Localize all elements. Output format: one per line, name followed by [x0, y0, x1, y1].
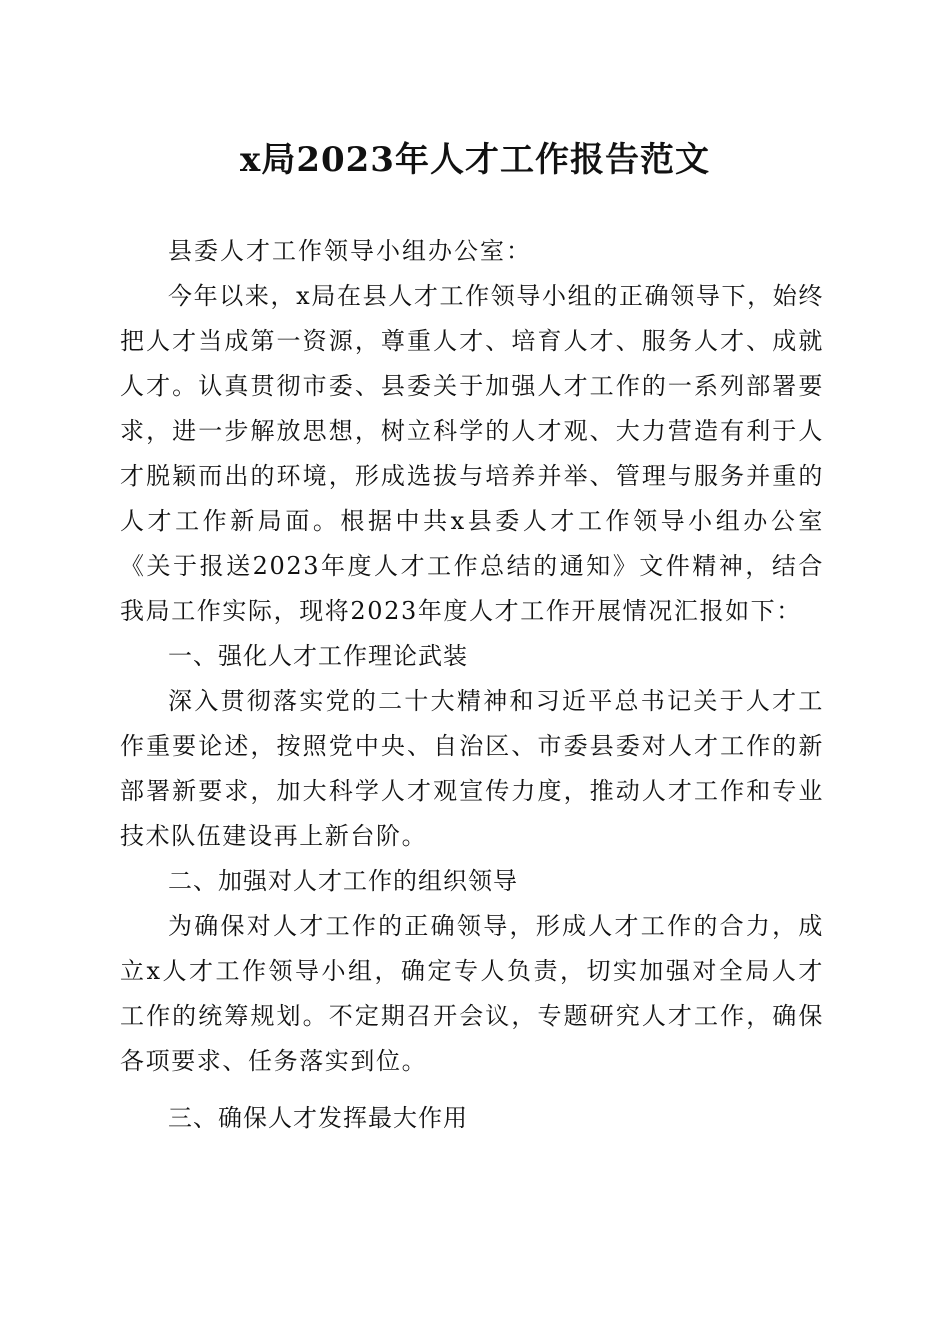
salutation: 县委人才工作领导小组办公室： [168, 237, 532, 265]
document-body [120, 229, 824, 1141]
section-heading-3: 三、确保人才发挥最大作用 [168, 1104, 468, 1132]
section-paragraph-1: 深入贯彻落实党的二十大精神和习近平总书记关于人才工作重要论述，按照党中央、自治区、市委县委对人才工作的新部署新要求，加大科学人才观宣传力度，推动人才工作和专业技术队伍建设再上新台阶。 [120, 687, 824, 850]
intro-paragraph: 今年以来，x局在县人才工作领导小组的正确领导下，始终把人才当成第一资源，尊重人才、培育人才、服务人才、成就人才。认真贯彻市委、县委关于加强人才工作的一系列部署要求，进一步解放思想，树立科学的人才观、大力营造有利于人才脱颖而出的环境，形成选拔与培养并举、管理与服务并重的人才工作新局面。根据中共x县委人才工作领导小组办公室《关于报送2023年度人才工作总结的通知》文件精神，结合我局工作实际，现将2023年度人才工作开展情况汇报如下： [120, 282, 824, 625]
section-paragraph-2: 为确保对人才工作的正确领导，形成人才工作的合力，成立x人才工作领导小组，确定专人负责，切实加强对全局人才工作的统筹规划。不定期召开会议，专题研究人才工作，确保各项要求、任务落实到位。 [120, 912, 824, 1075]
section-heading-1: 一、强化人才工作理论武装 [168, 642, 468, 670]
section-heading-2: 二、加强对人才工作的组织领导 [168, 867, 518, 895]
document-title: x局2023年人才工作报告范文 [240, 140, 710, 180]
